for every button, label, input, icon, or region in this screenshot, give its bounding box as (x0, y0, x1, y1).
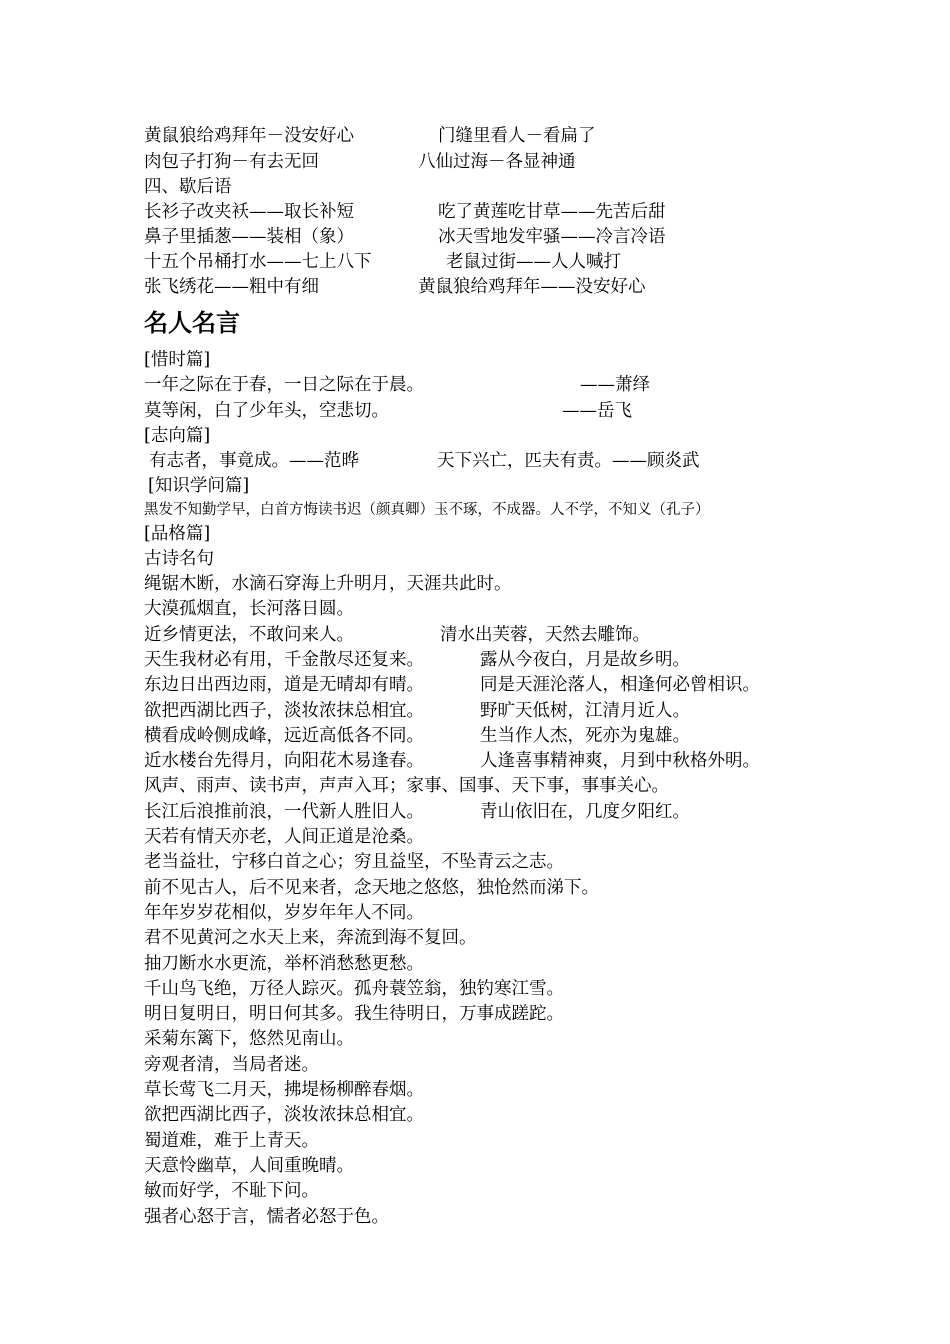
poem-line (144, 1179, 319, 1204)
quote-author: ——岳飞 (562, 401, 632, 421)
xishi-line-2 (144, 399, 632, 424)
poem-left: 天若有情天亦老，人间正道是沧桑。 (144, 827, 424, 847)
poem-line (144, 1053, 319, 1078)
poem-left: 欲把西湖比西子，淡妆浓抹总相宜。 (144, 700, 424, 721)
poem-right: 野旷天低树，江清月近人。 (480, 700, 690, 721)
poem-left: 东边日出西边雨，道是无晴却有晴。 (144, 675, 424, 696)
xiehouyu-left: 长衫子改夹袄——取长补短 (144, 202, 354, 222)
poem-left: 明日复明日，明日何其多。我生待明日，万事成蹉跎。 (144, 1004, 564, 1025)
zhishi-label-text: [知识学问篇] (148, 476, 250, 496)
quotes-heading: 名人名言 (144, 309, 240, 337)
quote-author: ——萧绎 (580, 375, 650, 395)
poem-left: 欲把西湖比西子，淡妆浓抹总相宜。 (144, 1105, 424, 1126)
xiehouyu-line-4 (144, 275, 646, 300)
xiehouyu-right: 八仙过海－各显神通 (418, 152, 576, 172)
poem-line (144, 825, 424, 850)
poem-left: 君不见黄河之水天上来，奔流到海不复回。 (144, 928, 477, 949)
poem-line (144, 623, 650, 648)
poem-line (144, 774, 669, 799)
poem-right: 同是天涯沦落人，相逢何必曾相识。 (480, 675, 760, 696)
poem-line (144, 1002, 564, 1027)
poem-left: 前不见古人，后不见来者，念天地之悠悠，独怆然而涕下。 (144, 877, 599, 898)
poem-left: 老当益壮，宁移白首之心；穷且益坚，不坠青云之志。 (144, 852, 564, 873)
xiehouyu-top-line-1 (144, 124, 596, 149)
xiehouyu-left: 张飞绣花——粗中有细 (144, 277, 319, 297)
zhixiang-label: [志向篇] (144, 426, 211, 446)
poems-title: 古诗名句 (144, 549, 214, 569)
poem-left: 大漠孤烟直，长河落日圆。 (144, 599, 354, 620)
poem-left: 草长莺飞二月天，拂堤杨柳醉春烟。 (144, 1080, 424, 1100)
xiehouyu-right: 黄鼠狼给鸡拜年——没安好心 (418, 277, 646, 297)
poem-right: 清水出芙蓉，天然去雕饰。 (440, 624, 650, 645)
zhixiang-line (144, 449, 700, 474)
zhishi-line: 黑发不知勤学早，白首方悔读书迟（颜真卿）玉不琢，不成器。人不学，不知义（孔子） (144, 502, 710, 518)
quote-text-right: 天下兴亡，匹夫有责。——顾炎武 (437, 451, 700, 471)
poem-line (144, 901, 424, 926)
poem-right: 人逢喜事精神爽，月到中秋格外明。 (480, 751, 760, 772)
xishi-line-1 (144, 373, 650, 398)
poem-line (144, 572, 512, 597)
poem-right: 生当作人杰，死亦为鬼雄。 (480, 725, 690, 746)
xiehouyu-top-line-2 (144, 150, 576, 175)
poem-line (144, 1078, 424, 1103)
poem-left: 绳锯木断，水滴石穿海上升明月，天涯共此时。 (144, 574, 512, 594)
poem-left: 天生我材必有用，千金散尽还复来。 (144, 649, 424, 670)
poem-line (144, 977, 564, 1002)
xiehouyu-line-3 (144, 250, 621, 275)
poem-line (144, 1103, 424, 1128)
poem-left: 蜀道难，难于上青天。 (144, 1130, 319, 1151)
poem-line (144, 1154, 354, 1179)
poem-line (144, 749, 760, 774)
section4-title: 四、歇后语 (144, 177, 232, 197)
poem-line (144, 673, 760, 698)
xiehouyu-right: 门缝里看人－看扁了 (438, 126, 596, 146)
poem-left: 强者心怒于言，懦者必怒于色。 (144, 1206, 389, 1227)
poem-right: 露从今夜白，月是故乡明。 (480, 649, 690, 670)
pinge-label: [品格篇] (144, 524, 211, 544)
poem-line (144, 699, 690, 724)
poem-line (144, 800, 690, 825)
poem-line (144, 1129, 319, 1154)
poem-line (144, 876, 599, 901)
zhishi-label (144, 474, 249, 499)
poem-line (144, 1205, 389, 1230)
poem-left: 近水楼台先得月，向阳花木易逢春。 (144, 751, 424, 772)
poem-left: 采菊东篱下，悠然见南山。 (144, 1029, 354, 1050)
xishi-label: [惜时篇] (144, 350, 211, 370)
xiehouyu-left: 十五个吊桶打水——七上八下 (144, 252, 372, 272)
poem-line (144, 952, 424, 977)
xiehouyu-right: 老鼠过街——人人喊打 (446, 252, 621, 272)
poem-left: 天意怜幽草，人间重晚晴。 (144, 1155, 354, 1176)
poem-left: 近乡情更法，不敢问来人。 (144, 624, 354, 645)
xiehouyu-left: 黄鼠狼给鸡拜年－没安好心 (144, 126, 354, 146)
poem-left: 抽刀断水水更流，举杯消愁愁更愁。 (144, 953, 424, 974)
poem-left: 年年岁岁花相似，岁岁年年人不同。 (144, 902, 424, 923)
quote-text: 一年之际在于春，一日之际在于晨。 (144, 375, 424, 395)
poem-left: 敏而好学，不耻下问。 (144, 1181, 319, 1202)
poem-line (144, 648, 690, 673)
poem-left: 旁观者清，当局者迷。 (144, 1054, 319, 1075)
poem-line (144, 926, 477, 951)
poem-line (144, 850, 564, 875)
poem-left: 长江后浪推前浪，一代新人胜旧人。 (144, 801, 424, 822)
xiehouyu-line-2 (144, 225, 666, 250)
poem-left: 千山鸟飞绝，万径人踪灭。孤舟蓑笠翁，独钓寒江雪。 (144, 978, 564, 999)
poem-line (144, 1027, 354, 1052)
xiehouyu-line-1 (144, 200, 666, 225)
quote-text: 有志者，事竟成。——范晔 (149, 451, 359, 471)
poem-line (144, 597, 354, 622)
poem-right: 青山依旧在，几度夕阳红。 (480, 801, 690, 822)
xiehouyu-left: 肉包子打狗－有去无回 (144, 152, 319, 172)
poem-left: 风声、雨声、读书声，声声入耳；家事、国事、天下事，事事关心。 (144, 776, 669, 797)
xiehouyu-right: 冰天雪地发牢骚——冷言冷语 (438, 227, 666, 247)
poem-left: 横看成岭侧成峰，远近高低各不同。 (144, 725, 424, 746)
quote-text: 莫等闲，白了少年头，空悲切。 (144, 401, 389, 421)
poem-line (144, 724, 690, 749)
xiehouyu-left: 鼻子里插葱——装相（象） (144, 227, 354, 247)
xiehouyu-right: 吃了黄莲吃甘草——先苦后甜 (438, 202, 666, 222)
